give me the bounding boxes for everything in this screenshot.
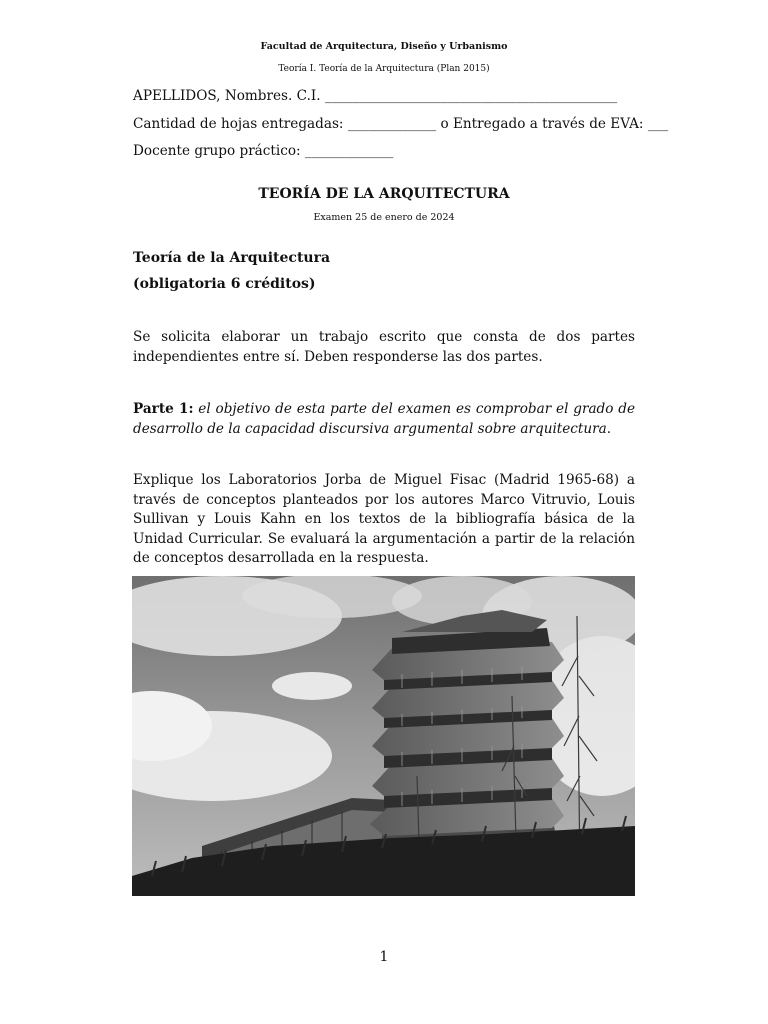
- page-number: 1: [379, 949, 389, 965]
- exam-date: Examen 25 de enero de 2024: [313, 212, 455, 223]
- exam-title: TEORÍA DE LA ARQUITECTURA: [258, 186, 510, 202]
- subject-credits: (obligatoria 6 créditos): [133, 276, 316, 292]
- intro-paragraph: Se solicita elaborar un trabajo escrito que consta de dos partes independientes entre sí. Deben responderse las dos partes.: [133, 329, 635, 365]
- sheets-field-line: Cantidad de hojas entregadas: _____________ o Entregado a través de EVA: ___: [133, 116, 669, 132]
- name-field-line: APELLIDOS, Nombres. C.I. ___________________________________________: [133, 88, 618, 104]
- part1-paragraph: [133, 400, 635, 439]
- course-header: Teoría I. Teoría de la Arquitectura (Plan 2015): [278, 64, 490, 74]
- question-paragraph: Explique los Laboratorios Jorba de Miguel Fisac (Madrid 1965-68) a través de conceptos planteados por los autores Marco Vitruvio, Louis Sullivan y Louis Kahn en los textos de la bibliografía básica de la Unidad Curricular. Se evaluará la argumentación a partir de la relación de conceptos desarrollada en la respuesta.: [133, 472, 635, 566]
- part1-period: .: [606, 420, 612, 437]
- faculty-header: Facultad de Arquitectura, Diseño y Urbanismo: [260, 41, 508, 52]
- subject-name: Teoría de la Arquitectura: [133, 250, 331, 266]
- part1-objective: el objetivo de esta parte del examen es comprobar el grado de desarrollo de la capacidad discursiva argumental sobre arquitectura: [133, 401, 636, 437]
- teacher-field-line: Docente grupo práctico: _____________: [133, 143, 394, 159]
- part1-label: Parte 1:: [133, 401, 194, 417]
- building-photo: [132, 576, 635, 896]
